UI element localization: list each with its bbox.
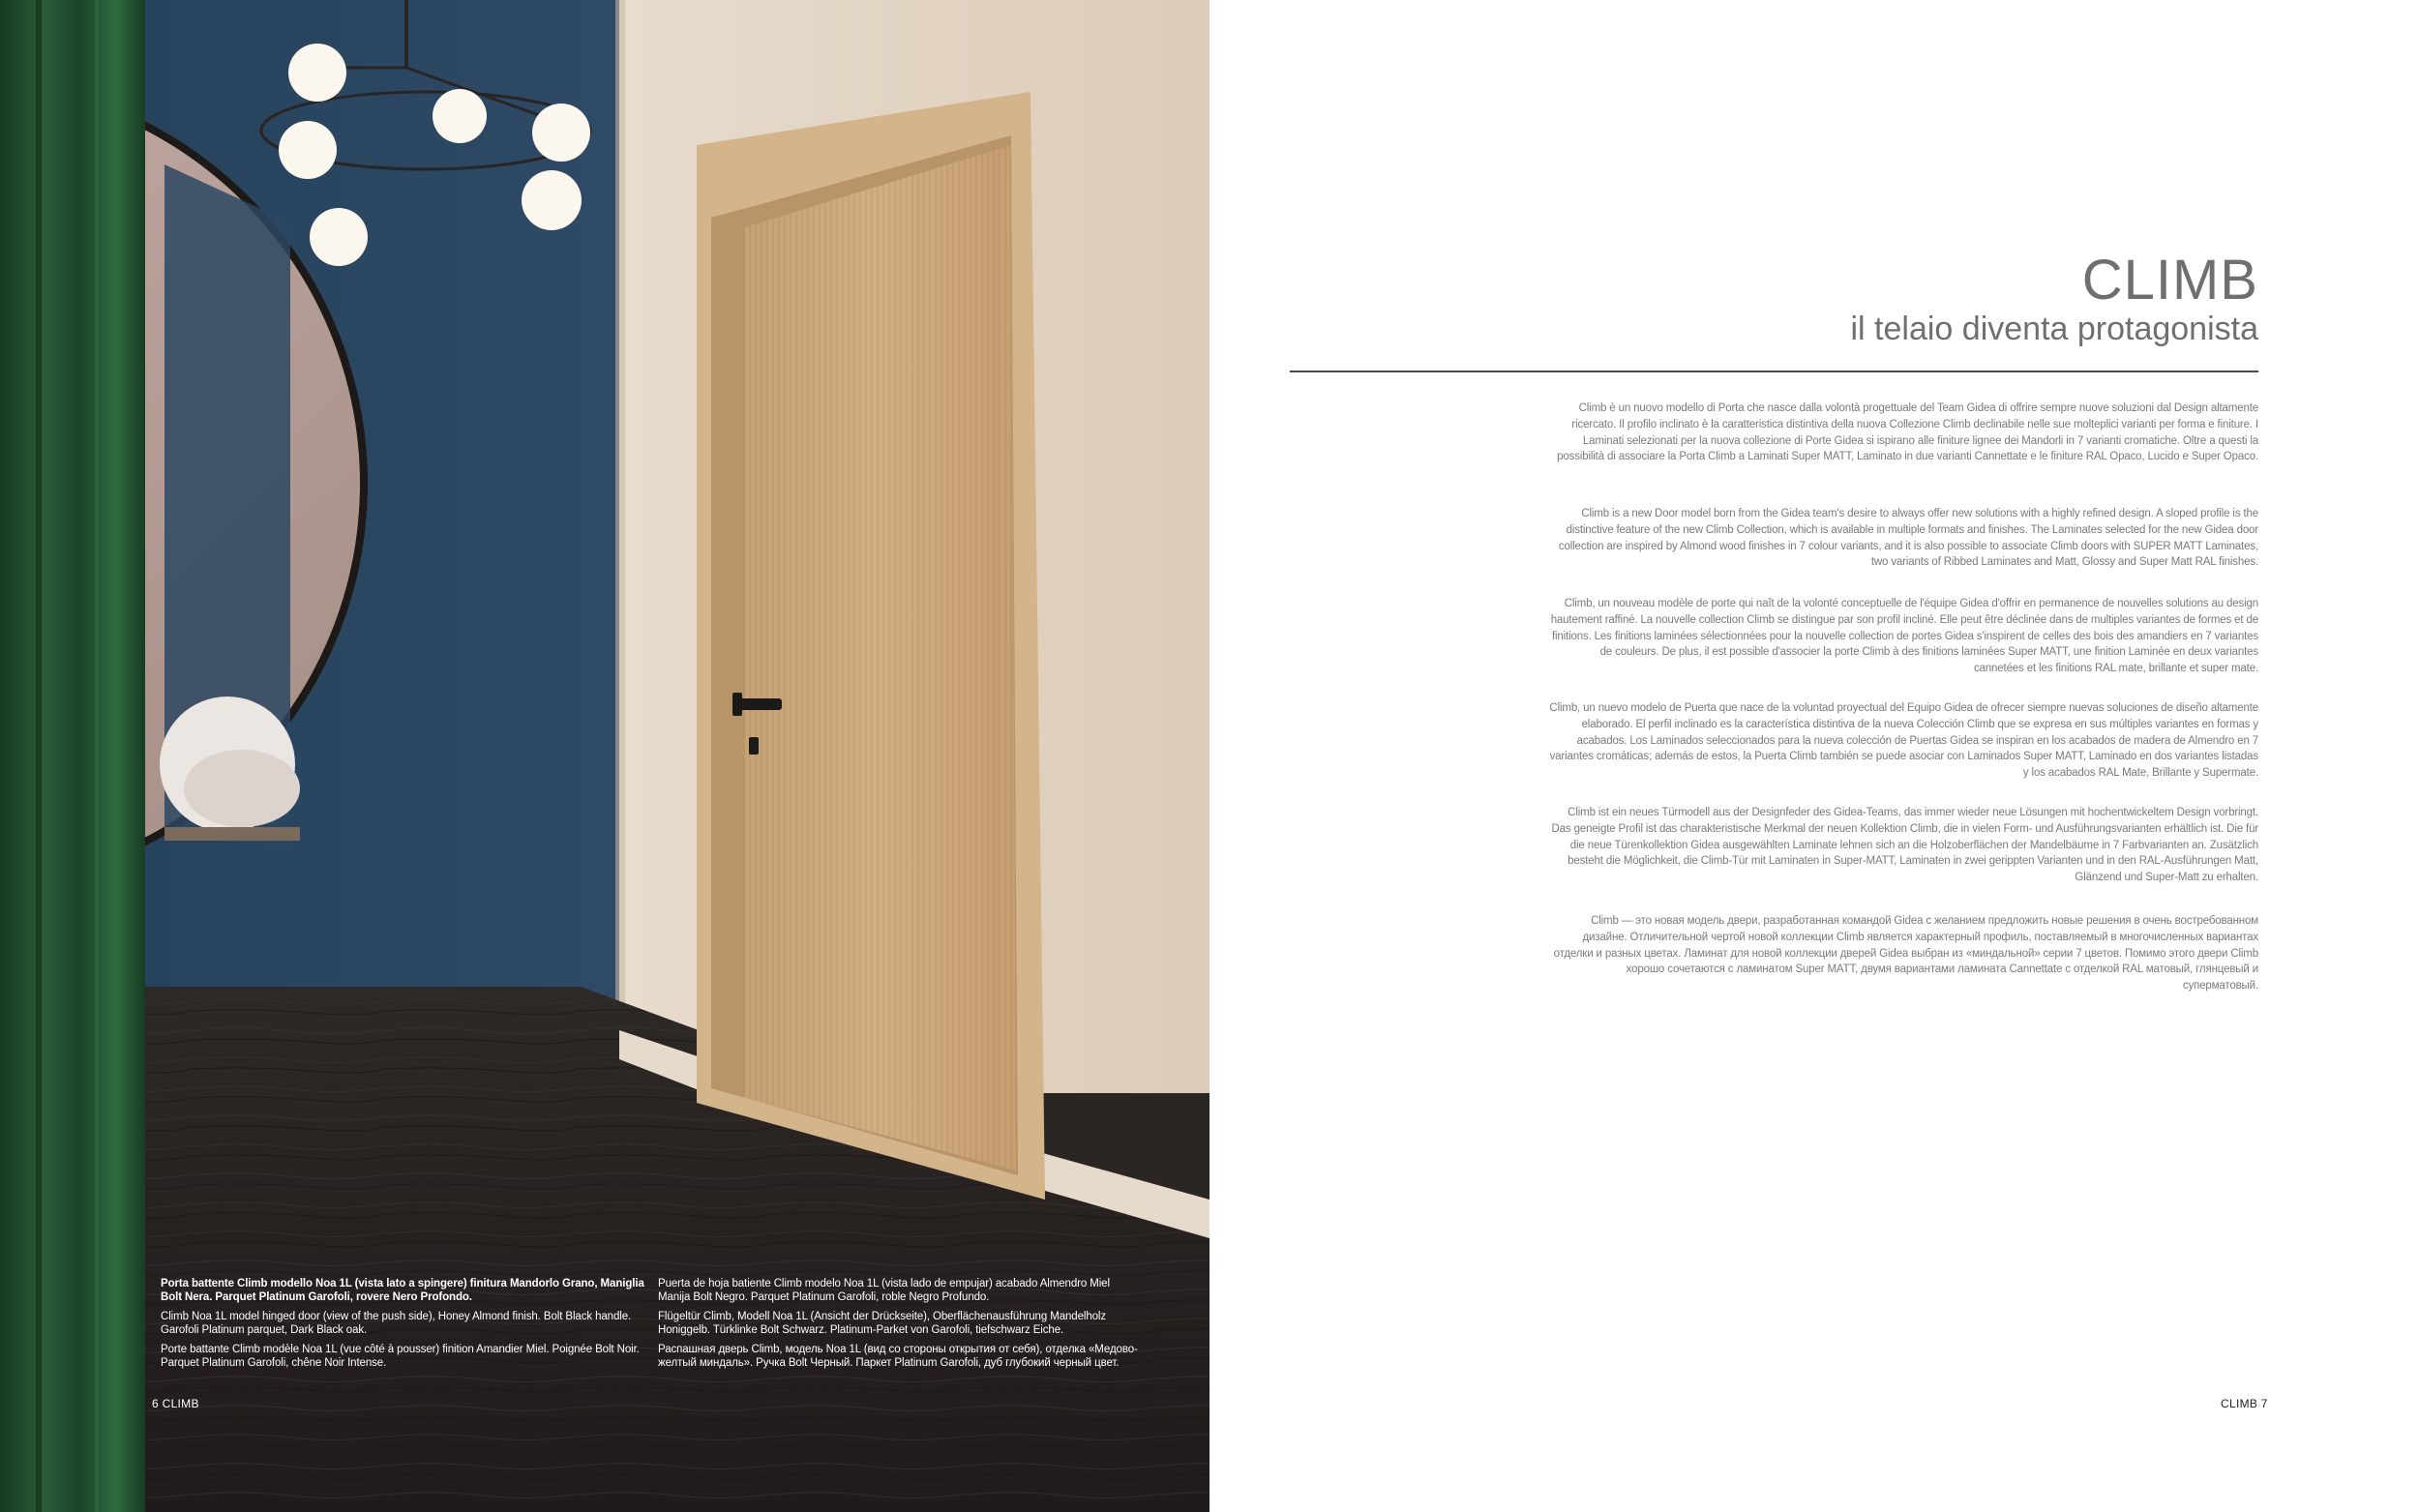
paragraph-spanish: Climb, un nuevo modelo de Puerta que nace de la voluntad proyectual del Equipo Gidea de ofrecer siempre nuevas soluciones de diseño altamente elaborado. El perfil inclinado es la característica distintiva de la nueva Colección Climb que se expresa en sus múltiples variantes en formas y acabados. Los Laminados seleccionados para la nueva colección de Puertas Gidea se inspiran en los acabados de madera de Almendro en 7 variantes cromáticas; además de estos, la Puerta Climb también se puede asociar con Laminados Super MATT, Laminado en dos variantes listadas y los acabados RAL Mate, Brillante y Supermate. — [1549, 702, 2258, 780]
title-divider — [1290, 371, 2258, 372]
caption-es: Puerta de hoja batiente Climb modelo Noa 1L (vista lado de empujar) acabado Almendro Miel Manija Bolt Negro. Parquet Platinum Garofoli, roble Negro Profundo. — [658, 1278, 1110, 1303]
page-number-right: CLIMB 7 — [2221, 1397, 2268, 1410]
caption-column-left — [161, 1277, 644, 1376]
caption-en: Climb Noa 1L model hinged door (view of the push side), Honey Almond finish. Bolt Black handle. Garofoli Platinum parquet, Dark Black oak. — [161, 1311, 632, 1336]
paragraph-russian: Climb — это новая модель двери, разработанная командой Gidea с желанием предложить новые решения в очень востребованном дизайне. Отличительной чертой новой коллекции Climb является характерный профиль, поставляемый в многочисленных вариантах отделки и разных цветах. Ламинат для новой коллекции дверей Gidea выбран из «миндальной» серии 7 цветов. Помимо этого двери Climb хорошо сочетаются с ламинатом Super MATT, двумя вариантами ламината Cannettate с отделкой RAL матовый, глянцевый и суперматовый. — [1553, 915, 2258, 993]
caption-de: Flügeltür Climb, Modell Noa 1L (Ansicht der Drückseite), Oberflächenausführung Mandelholz Honiggelb. Türklinke Bolt Schwarz. Platinum-Parket von Garofoli, tiefschwarz Eiche. — [658, 1311, 1107, 1336]
caption-it: Porta battente Climb modello Noa 1L (vista lato a spingere) finitura Mandorlo Grano, Maniglia Bolt Nera. Parquet Platinum Garofoli, rovere Nero Profondo. — [161, 1278, 644, 1303]
caption-fr: Porte battante Climb modèle Noa 1L (vue côté à pousser) finition Amandier Miel. Poignée Bolt Noir. Parquet Platinum Garofoli, chêne Noir Intense. — [161, 1344, 640, 1369]
caption-column-right — [658, 1277, 1142, 1376]
page-subtitle: il telaio diventa protagonista — [1850, 311, 2258, 347]
page-number-left: 6 CLIMB — [152, 1397, 199, 1410]
page-title: CLIMB — [2081, 249, 2258, 311]
green-curtain — [0, 0, 145, 1512]
paragraph-french: Climb, un nouveau modèle de porte qui naît de la volonté conceptuelle de l'équipe Gidea d'offrir en permanence de nouvelles solutions au design hautement raffiné. La nouvelle collection Climb se distingue par son profil incliné. Elle peut être déclinée dans de multiples variantes de formes et de finitions. Les finitions laminées sélectionnées pour la nouvelle collection de portes Gidea s'inspirent de celles des bois des amandiers en 7 variantes de couleurs. De plus, il est possible d'associer la porte Climb à des finitions laminées Super MATT, une finition Laminée en deux variantes cannetées et les finitions RAL mate, brillante et super mate. — [1550, 598, 2258, 675]
paragraph-german: Climb ist ein neues Türmodell aus der Designfeder des Gidea-Teams, das immer wieder neue Lösungen mit hochentwickeltem Design vorbringt. Das geneigte Profil ist das charakteristische Merkmal der neuen Kollektion Climb, die in vielen Form- und Ausführungsvarianten erhältlich ist. Die für die neue Türenkollektion Gidea ausgewählten Laminate lehnen sich an die Holzoberflächen der Mandelbäume in 7 Farbvarianten an. Zusätzlich besteht die Möglichkeit, die Climb-Tür mit Laminaten in Super-MATT, Laminaten in zwei gerippten Varianten und in den RAL-Ausführungen Matt, Glänzend und Super-Matt zu erhalten. — [1551, 807, 2258, 884]
caption-ru: Распашная дверь Climb, модель Noa 1L (вид со стороны открытия от себя), отделка «Медово-желтый миндаль». Ручка Bolt Черный. Паркет Platinum Garofoli, дуб глубокий черный цвет. — [658, 1344, 1138, 1369]
door-handle — [735, 698, 782, 710]
paragraph-english: Climb is a new Door model born from the Gidea team's desire to always offer new solutions with a highly refined design. A sloped profile is the distinctive feature of the new Climb Collection, which is available in multiple formats and finishes. The Laminates selected for the new Gidea door collection are inspired by Almond wood finishes in 7 colour variants, and it is also possible to associate Climb doors with SUPER MATT Laminates, two variants of Ribbed Laminates and Matt, Glossy and Super Matt RAL finishes. — [1558, 508, 2258, 569]
paragraph-italian: Climb è un nuovo modello di Porta che nasce dalla volontà progettuale del Team Gidea di offrire sempre nuove soluzioni dal Design altamente ricercato. Il profilo inclinato è la caratteristica distintiva della nuova Collezione Climb declinabile nelle sue molteplici varianti per forma e finiture. I Laminati selezionati per la nuova collezione di Porte Gidea si ispirano alle finiture lignee dei Mandorli in 7 varianti cromatiche. Oltre a questi la possibilità di associare la Porta Climb a Laminati Super MATT, Laminato in due varianti Cannettate e le finiture RAL Opaco, Lucido e Super Opaco. — [1557, 402, 2258, 463]
